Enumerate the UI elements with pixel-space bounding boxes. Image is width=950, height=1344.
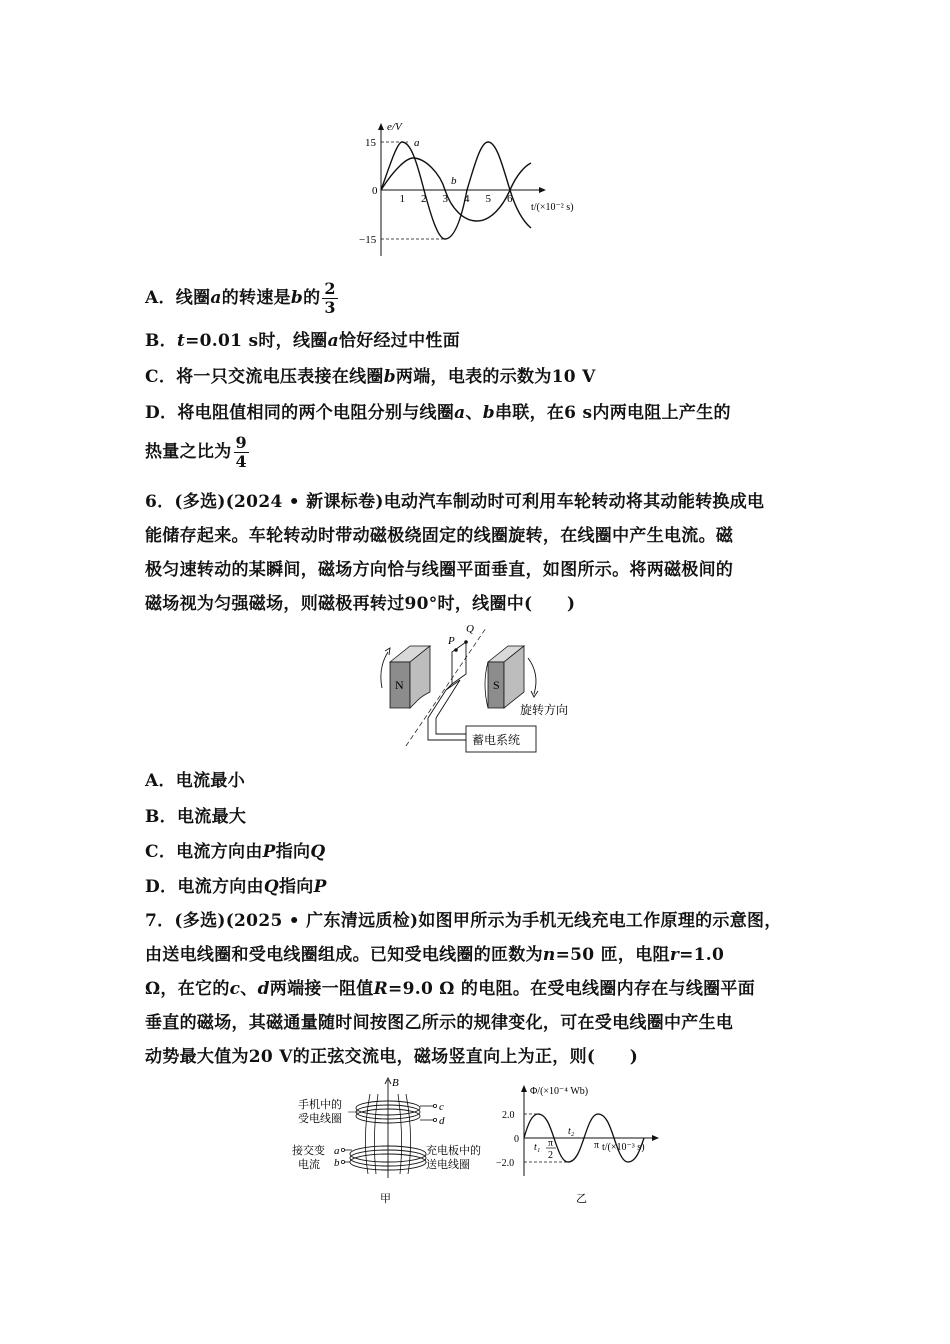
point-p-label: P	[448, 635, 455, 647]
q6-stem-line3: 极匀速转动的某瞬间，磁场方向恰与线圈平面垂直，如图所示。将两磁极间的	[145, 560, 734, 580]
sending-coil-label-2: 送电线圈	[426, 1159, 470, 1171]
curve-b-label: b	[451, 175, 457, 187]
q6-stem-line1: 6．(多选)(2024 • 新课标卷)电动汽车制动时可利用车轮转动将其动能转换成电	[145, 492, 765, 512]
wireless-charging-diagram	[288, 1074, 488, 1206]
sending-coil-label-1: 充电板中的	[426, 1145, 481, 1157]
q6-stem-line2: 能储存起来。车轮转动时带动磁极绕固定的线圈旋转，在线圈中产生电流。磁	[145, 526, 734, 546]
q5-option-c: C．将一只交流电压表接在线圈b两端，电表的示数为10 V	[145, 367, 596, 387]
x-tick-label: 4	[464, 193, 470, 205]
y-axis-label: e/V	[387, 121, 402, 133]
terminal-d-label: d	[439, 1115, 445, 1127]
n-pole-label: N	[395, 678, 404, 692]
x-tick-label: 6	[507, 193, 513, 205]
q7-stem-line2: 由送电线圈和受电线圈组成。已知受电线圈的匝数为n=50 匝，电阻r=1.0	[145, 945, 725, 965]
pi-half-den: 2	[548, 1150, 553, 1161]
figure-jia-caption: 甲	[380, 1193, 391, 1205]
point-q-label: Q	[466, 623, 474, 635]
generator-diagram	[366, 618, 586, 758]
t1-label: t₁	[534, 1142, 541, 1153]
q6-option-b: B．电流最大	[145, 807, 247, 827]
pi-half-num: π	[548, 1138, 554, 1149]
q5-option-a: A．线圈a的转速是b的 $\frac{2}{3}$	[145, 279, 336, 317]
q6-option-a: A．电流最小	[145, 771, 245, 791]
t2-label: t₂	[568, 1126, 575, 1137]
fraction-nine-fourths: $\frac{9}{4}$	[235, 433, 247, 471]
fraction-two-thirds: $\frac{2}{3}$	[324, 279, 336, 317]
q7-stem-line1: 7．(多选)(2025 • 广东清远质检)如图甲所示为手机无线充电工作原理的示意图，	[145, 911, 782, 931]
q7-stem-line5: 动势最大值为20 V的正弦交流电，磁场竖直向上为正，则( )	[145, 1047, 639, 1067]
rotation-direction-label: 旋转方向	[520, 703, 569, 717]
x-tick-label: 3	[442, 193, 448, 205]
origin-label: 0	[514, 1134, 519, 1145]
y-max-label: 2.0	[502, 1110, 515, 1121]
storage-system-label: 蓄电系统	[472, 733, 521, 747]
y-axis-label: Φ/(×10⁻⁴ Wb)	[530, 1086, 589, 1097]
b-field-label: B	[392, 1077, 399, 1089]
terminal-a-label: a	[334, 1145, 340, 1157]
terminal-c-label: c	[439, 1101, 444, 1113]
origin-label: 0	[372, 185, 378, 197]
pi-label: π	[594, 1140, 600, 1151]
q5-option-d: D．将电阻值相同的两个电阻分别与线圈a、b串联，在6 s内两电阻上产生的	[145, 403, 731, 423]
receiving-coil-label-2: 受电线圈	[298, 1113, 342, 1125]
x-tick-label: 5	[485, 193, 491, 205]
receiving-coil-label-1: 手机中的	[298, 1099, 342, 1111]
q6-option-c: C．电流方向由P指向Q	[145, 842, 326, 862]
terminal-b-label: b	[334, 1157, 340, 1169]
q7-stem-line3: Ω，在它的c、d两端接一阻值R=9.0 Ω 的电阻。在受电线圈内存在与线圈平面	[145, 979, 756, 999]
figure-yi-caption: 乙	[576, 1193, 587, 1205]
flux-time-graph	[490, 1080, 670, 1206]
x-axis-label: t/(×10⁻³ s)	[602, 1142, 645, 1153]
q6-option-d: D．电流方向由Q指向P	[145, 877, 327, 897]
y-min-label: −15	[359, 234, 377, 246]
curve-a-label: a	[414, 137, 420, 149]
emf-time-graph	[345, 118, 615, 258]
q5-option-d-line2: 热量之比为 $\frac{9}{4}$	[145, 433, 247, 471]
q7-stem-line4: 垂直的磁场，其磁通量随时间按图乙所示的规律变化，可在受电线圈中产生电	[145, 1013, 734, 1033]
x-tick-label: 1	[399, 193, 405, 205]
q5-option-b: B．t=0.01 s时，线圈a恰好经过中性面	[145, 331, 460, 351]
ac-input-label-1: 接交变	[292, 1145, 325, 1157]
s-pole-label: S	[493, 678, 500, 692]
x-axis-label: t/(×10⁻² s)	[531, 202, 574, 213]
ac-input-label-2: 电流	[298, 1159, 320, 1171]
y-min-label: −2.0	[496, 1158, 515, 1169]
q6-stem-line4: 磁场视为匀强磁场，则磁极再转过90°时，线圈中( )	[145, 594, 576, 614]
y-max-label: 15	[365, 137, 376, 149]
x-tick-label: 2	[421, 193, 427, 205]
